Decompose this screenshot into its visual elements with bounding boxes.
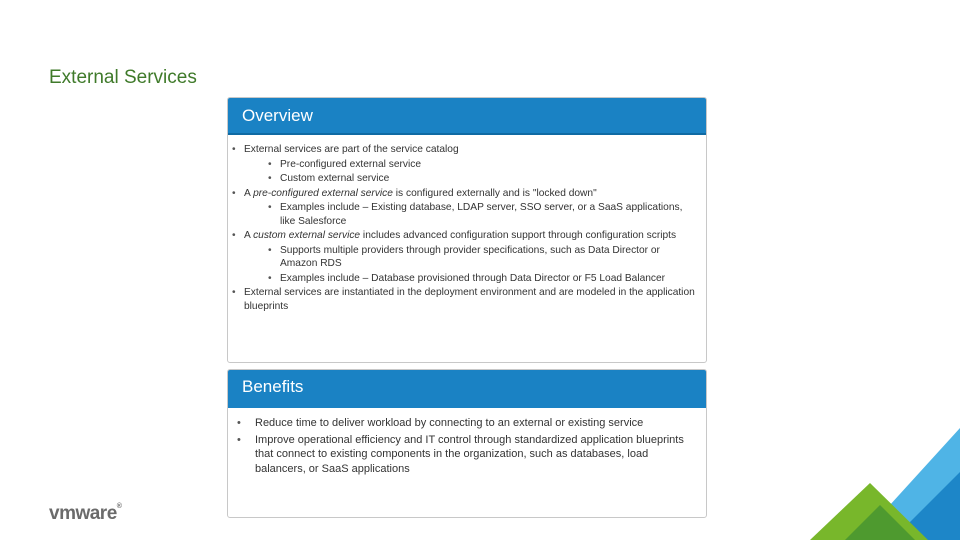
- overview-bullet-text: custom external service: [253, 230, 361, 241]
- overview-bullet-level-2: [228, 201, 696, 228]
- overview-bullet-text: Supports multiple providers through provider specifications, such as Data Director or Amazon RDS: [280, 244, 660, 269]
- logo-text: vmware: [49, 503, 117, 524]
- overview-bullet-text: is configured externally and is "locked down": [392, 187, 597, 199]
- overview-bullet-text: Custom external service: [280, 173, 390, 184]
- overview-bullet-text: pre-configured external service: [253, 187, 393, 199]
- overview-bullet-text: includes advanced configuration support through configuration scripts: [360, 230, 677, 241]
- vmware-logo: [49, 503, 121, 525]
- overview-panel: [227, 97, 707, 363]
- benefits-bullet: • Improve operational efficiency and IT control through standardized application blueprints that connect to existing components in the organization, such as databases, load balancers, or SaaS applications: [228, 433, 706, 477]
- benefits-list: [228, 408, 706, 476]
- overview-bullet-level-2: [228, 272, 696, 286]
- overview-bullet-level-1: [228, 229, 696, 243]
- overview-bullet-text: Pre-configured external service: [280, 158, 421, 170]
- overview-bullet-text: Examples include – Existing database, LDAP server, SSO server, or a SaaS applications, like Salesforce: [280, 202, 683, 227]
- overview-bullet-level-1: [228, 143, 696, 157]
- overview-bullet-level-2: [228, 158, 696, 172]
- logo-registered-mark: ®: [116, 503, 122, 510]
- overview-bullet-text: External services are instantiated in the deployment environment and are modeled in the application blueprints: [244, 287, 695, 312]
- overview-bullet-level-2: [228, 172, 696, 186]
- benefits-panel: [227, 369, 707, 518]
- overview-heading: Overview: [228, 98, 706, 135]
- overview-list: [228, 135, 706, 313]
- slide-title: External Services: [49, 67, 197, 88]
- overview-bullet-text: Examples include – Database provisioned through Data Director or F5 Load Balancer: [280, 272, 666, 284]
- benefits-bullet: • Reduce time to deliver workload by connecting to an external or existing service: [228, 416, 706, 431]
- overview-bullet-level-1: [228, 187, 696, 201]
- overview-bullet-text: A: [244, 187, 254, 199]
- overview-bullet-level-2: [228, 244, 696, 271]
- overview-bullet-text: External services are part of the service catalog: [244, 144, 459, 155]
- benefits-heading: Benefits: [228, 370, 706, 408]
- overview-bullet-text: A: [244, 230, 254, 241]
- overview-bullet-level-1: [228, 286, 696, 313]
